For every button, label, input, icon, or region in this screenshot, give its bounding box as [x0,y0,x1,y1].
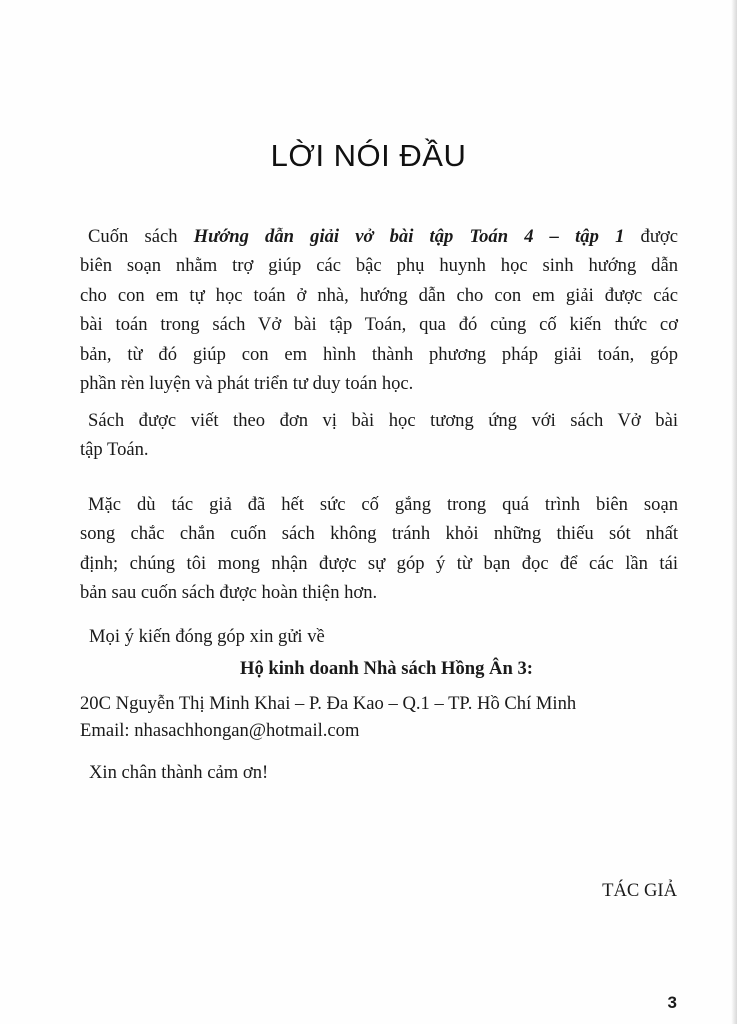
intro-line-2: biên soạn nhằm trợ giúp các bậc phụ huynh học sinh hướng dẫn [80,255,678,277]
intro-paragraph [80,222,678,398]
feedback-line-4: bản sau cuốn sách được hoàn thiện hơn. [80,582,378,604]
structure-line-1: Sách được viết theo đơn vị bài học tương ứng với sách Vở bài [88,410,678,431]
intro-line-3: cho con em tự học toán ở nhà, hướng dẫn cho con em giải được các [80,284,678,306]
publisher-name: Hộ kinh doanh Nhà sách Hồng Ân 3: [240,658,533,679]
contact-intro: Mọi ý kiến đóng góp xin gửi về [89,626,325,647]
feedback-line-1: Mặc dù tác giả đã hết sức cố gắng trong quá trình biên soạn [88,494,678,515]
intro-line-6: phần rèn luyện và phát triển tư duy toán học. [80,373,414,395]
feedback-line-3: định; chúng tôi mong nhận được sự góp ý từ bạn đọc để các lần tái [80,552,678,574]
structure-paragraph [80,406,678,465]
intro-line-5: bản, từ đó giúp con em hình thành phương pháp giải toán, góp [80,343,678,365]
page-number: 3 [667,993,677,1012]
author-signature: TÁC GIẢ [602,880,677,901]
intro-line-1: Cuốn sách Hướng dẫn giải vở bài tập Toán 4 – tập 1 được [88,226,678,247]
publisher-email: Email: nhasachhongan@hotmail.com [80,720,360,741]
feedback-line-2: song chắc chắn cuốn sách không tránh khỏi những thiếu sót nhất [80,523,678,545]
thanks-line: Xin chân thành cảm ơn! [89,762,269,783]
page-title: LỜI NÓI ĐẦU [270,138,467,173]
intro-line-4: bài toán trong sách Vở bài tập Toán, qua đó củng cố kiến thức cơ [80,314,678,336]
publisher-address: 20C Nguyễn Thị Minh Khai – P. Đa Kao – Q.1 – TP. Hồ Chí Minh [80,693,577,714]
book-title: Hướng dẫn giải vở bài tập Toán 4 – tập 1 [193,226,625,247]
structure-line-2: tập Toán. [80,439,149,461]
feedback-paragraph [80,490,678,608]
